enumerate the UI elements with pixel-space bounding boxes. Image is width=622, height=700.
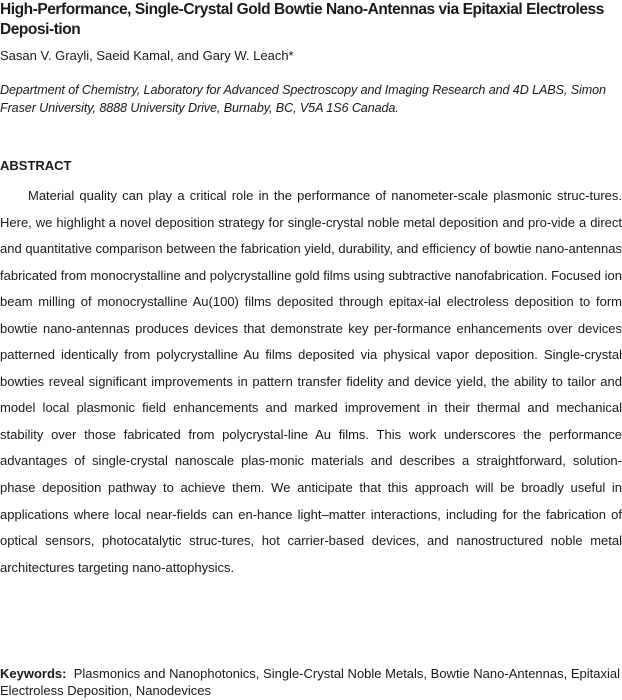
- author-list: Sasan V. Grayli, Saeid Kamal, and Gary W. Leach*: [0, 48, 294, 63]
- keywords-label: Keywords:: [0, 666, 67, 681]
- keywords-section: [0, 665, 622, 699]
- abstract-heading: ABSTRACT: [0, 158, 72, 173]
- abstract-text: Material quality can play a critical role in the performance of nanometer-scale plasmonic struc-tures. Here, we highlight a novel deposition strategy for single-crystal noble metal deposition and pro-vide a direct and quantitative comparison between the fabrication yield, durability, and efficiency of bowtie nano-antennas fabricated from monocrystalline and polycrystalline gold films using subtractive nanofabrication. Focused ion beam milling of monocrystalline Au(100) films deposited through epitax-ial electroless deposition to form bowtie nano-antennas produces devices that demonstrate key per-formance enhancements over devices patterned identically from polycrystalline Au films deposited via physical vapor deposition. Single-crystal bowties reveal significant improvements in pattern transfer fidelity and device yield, the ability to tailor and model local plasmonic field enhancements and marked improvement in their thermal and mechanical stability over those fabricated from polycrystal-line Au films. This work underscores the performance advantages of single-crystal nanoscale plas-monic materials and describes a straightforward, solution-phase deposition pathway to achieve them. We anticipate that this approach will be broadly useful in applications where local near-fields can en-hance light–matter interactions, including for the fabrication of optical sensors, photocatalytic struc-tures, hot carrier-based devices, and nanostructured noble metal architectures targeting nano-attophysics.: [0, 188, 622, 575]
- author-affiliation: Department of Chemistry, Laboratory for Advanced Spectroscopy and Imaging Research and 4D LABS, Simon Fraser University, 8888 University Drive, Burnaby, BC, V5A 1S6 Canada.: [0, 83, 606, 115]
- keywords-text: Plasmonics and Nanophotonics, Single-Crystal Noble Metals, Bowtie Nano-Antennas, Epitaxial Electroless Deposition, Nanodevices: [0, 666, 620, 698]
- paper-title: High-Performance, Single-Crystal Gold Bowtie Nano-Antennas via Epitaxial Electroless Deposi-tion: [0, 1, 604, 38]
